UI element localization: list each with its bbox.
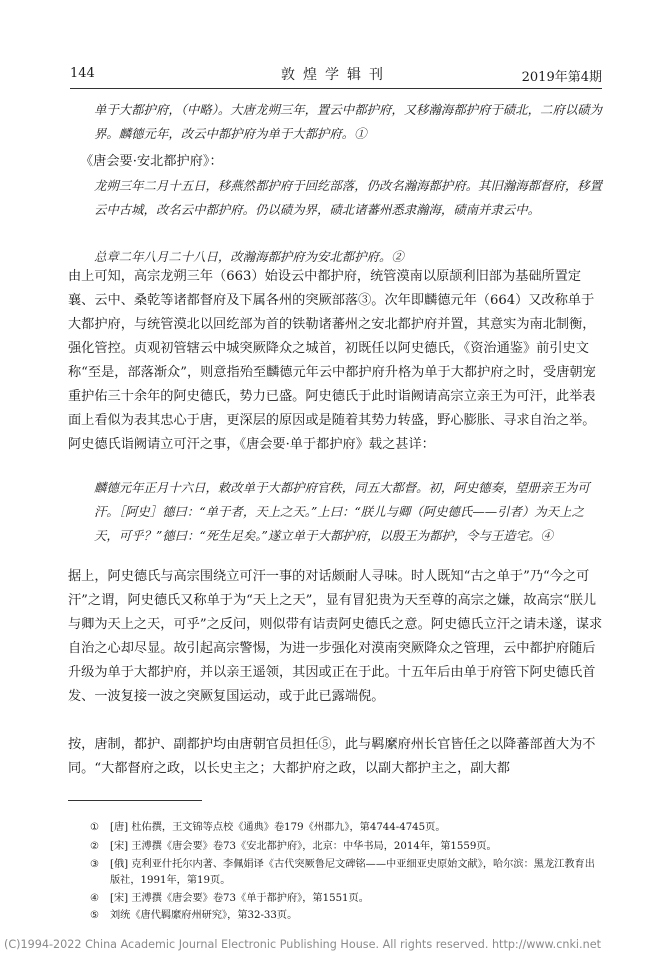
block-quote-1: 单于大都护府，（中略）。大唐龙朔三年，置云中都护府，又移瀚海都护府于碛北，二府以碛为界。麟德元年，改云中都护府为单于大都护府。① xyxy=(94,102,603,141)
issue-label: 2019年第4期 xyxy=(521,70,602,85)
footnote-mark: ① xyxy=(90,822,100,833)
source-heading: 《唐会要·安北都护府》： xyxy=(80,154,223,169)
paragraph-1: 由上可知，高宗龙朔三年（663）始设云中都护府，统管漠南以原颉利旧部为基础所置定襄、云中、桑乾等诸都督府及下属各州的突厥部落③。次年即麟德元年（664）又改称单于大都护府，与统管漠北以回纥部为首的铁勒诸蕃州之安北都护府并置，其意实为南北制衡，强化管控。贞观初管辖云中城突厥降众之城首，初既任以阿史德氏，《资治通鉴》前引史文称“至是，部落渐众”，则意指殆至麟德元年云中都护府升格为单于大都护府之时，受唐朝宠重护佑三十余年的阿史德氏，势力已盛。阿史德氏于此时诣阙请高宗立亲王为可汗，此举表面上看似为表其忠心于唐，更深层的原因或是随着其势力转盛，野心膨胀、寻求自治之举。阿史德氏诣阙请立可汗之事，《唐会要·单于都护府》载之甚详： xyxy=(68,269,596,452)
footnote-text: [宋] 王溥撰《唐会要》卷73《安北都护府》，北京：中华书局，2014年，第1559页。 xyxy=(110,841,497,852)
footnote-text: [俄] 克利亚什托尔内著、李佩娟译《古代突厥鲁尼文碑铭——中亚细亚史原始文献》，哈尔滨：黑龙江教育出版社，1991年，第19页。 xyxy=(110,859,595,886)
header-rule xyxy=(70,88,602,89)
block-quote-4: 麟德元年正月十六日，敕改单于大都护府官秩，同五大都督。初，阿史德奏，望册亲王为可汗。［阿史］德曰：“单于者，天上之天。”上曰：“朕儿与卿（阿史德氏——引者）为天上之天，可乎？”德曰：“死生足矣。”遂立单于大都护府，以殷王为都护，令与王造宅。④ xyxy=(94,480,590,543)
paragraph-3: 按，唐制，都护、副都护均由唐朝官员担任⑤，此与羁縻府州长官皆任之以降蕃部酋大为不同。“大都督府之政，以长史主之；大都护府之政，以副大都护主之，副大都 xyxy=(68,737,596,776)
footnote-text: [唐] 杜佑撰，王文锦等点校《通典》卷179《州郡九》，第4744-4745页。 xyxy=(110,822,446,833)
footnote-text: [宋] 王溥撰《唐会要》卷73《单于都护府》，第1551页。 xyxy=(110,893,369,904)
footnote-mark: ⑤ xyxy=(90,910,100,921)
footnote-mark: ② xyxy=(90,841,100,852)
page-number: 144 xyxy=(70,66,95,81)
footnote-text: 刘统《唐代羁縻府州研究》，第32-33页。 xyxy=(110,910,298,921)
block-quote-3: 总章二年八月二十八日，改瀚海都护府为安北都护府。② xyxy=(94,249,404,264)
block-quote-2: 龙朔三年二月十五日，移燕然都护府于回纥部落，仍改名瀚海都护府。其旧瀚海都督府，移置云中古城，改名云中都护府。仍以碛为界，碛北诸蕃州悉隶瀚海，碛南并隶云中。 xyxy=(94,178,603,217)
journal-title: 敦煌学辑刊 xyxy=(281,67,391,83)
copyright-notice: (C)1994-2022 China Academic Journal Electronic Publishing House. All rights reserved. http://www.cnki.net xyxy=(4,938,601,951)
paragraph-2: 据上，阿史德氏与高宗围绕立可汗一事的对话颇耐人寻味。时人既知“古之单于”乃“今之可汗”之谓，阿史德氏又称单于为“天上之天”，显有冒犯贵为天至尊的高宗之嫌，故高宗“朕儿与卿为天上之天，可乎”之反问，则似带有诘责阿史德氏之意。阿史德氏立汗之请未遂，谋求自治之心却尽显。故引起高宗警惕，为进一步强化对漠南突厥降众之管理，云中都护府随后升级为单于大都护府，并以亲王遥领，其因或正在于此。十五年后由单于府管下阿史德氏首发、一波复接一波之突厥复国运动，或于此已露端倪。 xyxy=(68,569,603,704)
footnote-rule xyxy=(68,800,202,801)
footnote-mark: ④ xyxy=(90,893,100,904)
page-header xyxy=(70,64,602,84)
footnote-mark: ③ xyxy=(90,859,100,870)
